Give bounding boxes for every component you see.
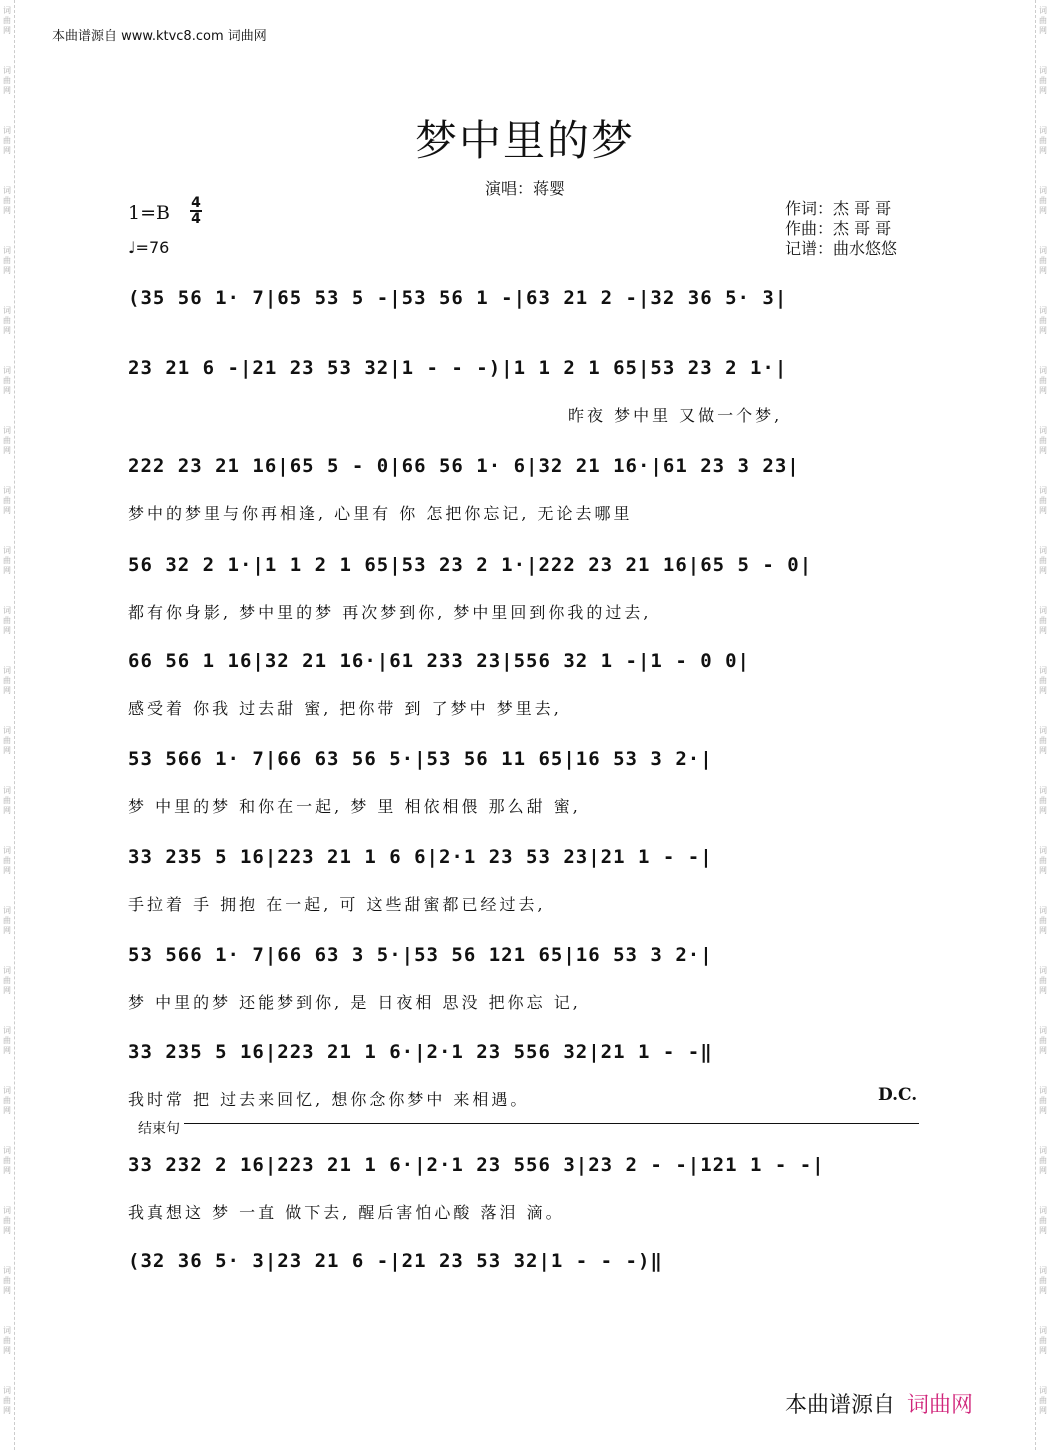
side-watermark: 词 曲 网 bbox=[3, 1206, 11, 1235]
notation-line: (35 56 1· 7|65 53 5 -|53 56 1 -|63 21 2 -|32 36 5· 3| bbox=[128, 287, 788, 309]
side-watermark: 词 曲 网 bbox=[1039, 1086, 1047, 1115]
footer-brand: 词曲网 bbox=[907, 1393, 974, 1418]
side-watermark: 词 曲 网 bbox=[3, 306, 11, 335]
notation-line: 23 21 6 -|21 23 53 32|1 - - -)|1 1 2 1 65|53 23 2 1·| bbox=[128, 357, 788, 379]
side-watermark: 词 曲 网 bbox=[1039, 1266, 1047, 1295]
side-watermark: 词 曲 网 bbox=[1039, 666, 1047, 695]
notation-line: 33 235 5 16|223 21 1 6 6|2·1 23 53 23|21 1 - -| bbox=[128, 846, 713, 868]
side-watermark: 词 曲 网 bbox=[3, 606, 11, 635]
side-watermark: 词 曲 网 bbox=[1039, 846, 1047, 875]
notation-line: 53 566 1· 7|66 63 56 5·|53 56 11 65|16 53 3 2·| bbox=[128, 748, 713, 770]
key-signature: 1=B bbox=[128, 202, 170, 224]
lyrics-line: 感受着 你我 过去甜 蜜, 把你带 到 了梦中 梦里去, bbox=[128, 699, 562, 718]
footer-prefix: 本曲谱源自 bbox=[785, 1393, 896, 1418]
side-watermark: 词 曲 网 bbox=[3, 186, 11, 215]
dc-marking: D.C. bbox=[878, 1085, 918, 1105]
side-watermark: 词 曲 网 bbox=[3, 426, 11, 455]
side-watermark: 词 曲 网 bbox=[3, 126, 11, 155]
lyrics-line: 昨夜 梦中里 又做一个梦, bbox=[568, 406, 783, 425]
lyricist-credit: 作词：杰 哥 哥 bbox=[785, 199, 892, 218]
side-watermark: 词 曲 网 bbox=[1039, 1386, 1047, 1415]
time-bottom: 4 bbox=[191, 211, 201, 227]
composer-credit: 作曲：杰 哥 哥 bbox=[785, 219, 892, 238]
lyrics-line: 梦 中里的梦 还能梦到你, 是 日夜相 思没 把你忘 记, bbox=[128, 993, 581, 1012]
song-title: 梦中里的梦 bbox=[414, 116, 635, 165]
side-watermark: 词 曲 网 bbox=[3, 786, 11, 815]
side-watermark: 词 曲 网 bbox=[1039, 1206, 1047, 1235]
side-watermark: 词 曲 网 bbox=[3, 1146, 11, 1175]
side-watermark: 词 曲 网 bbox=[1039, 1146, 1047, 1175]
side-watermark: 词 曲 网 bbox=[3, 846, 11, 875]
side-watermark: 词 曲 网 bbox=[1039, 966, 1047, 995]
notation-line: 222 23 21 16|65 5 - 0|66 56 1· 6|32 21 16·|61 23 3 23| bbox=[128, 455, 800, 477]
notation-line: 53 566 1· 7|66 63 3 5·|53 56 121 65|16 53 3 2·| bbox=[128, 944, 713, 966]
side-watermark: 词 曲 网 bbox=[3, 486, 11, 515]
singer-line: 演唱：蒋婴 bbox=[484, 179, 565, 198]
side-watermark: 词 曲 网 bbox=[3, 966, 11, 995]
side-watermark: 词 曲 网 bbox=[3, 546, 11, 575]
side-watermark: 词 曲 网 bbox=[1039, 726, 1047, 755]
side-watermark: 词 曲 网 bbox=[3, 666, 11, 695]
side-watermark: 词 曲 网 bbox=[3, 246, 11, 275]
ending-label-text: 结束句 bbox=[128, 1121, 184, 1137]
side-watermark: 词 曲 网 bbox=[3, 66, 11, 95]
side-watermark: 词 曲 网 bbox=[1039, 906, 1047, 935]
side-watermark: 词 曲 网 bbox=[1039, 306, 1047, 335]
side-watermark: 词 曲 网 bbox=[3, 906, 11, 935]
side-watermark: 词 曲 网 bbox=[3, 1086, 11, 1115]
side-watermark: 词 曲 网 bbox=[1039, 606, 1047, 635]
side-watermark: 词 曲 网 bbox=[1039, 1326, 1047, 1355]
side-watermark: 词 曲 网 bbox=[1039, 426, 1047, 455]
source-header: 本曲谱源自 www.ktvc8.com 词曲网 bbox=[52, 29, 267, 44]
notation-line: 56 32 2 1·|1 1 2 1 65|53 23 2 1·|222 23 21 16|65 5 - 0| bbox=[128, 554, 813, 576]
side-watermark: 词 曲 网 bbox=[1039, 186, 1047, 215]
lyrics-line: 梦 中里的梦 和你在一起, 梦 里 相依相偎 那么甜 蜜, bbox=[128, 797, 581, 816]
right-watermark-strip bbox=[1035, 0, 1050, 1450]
ending-label bbox=[128, 1118, 184, 1138]
side-watermark: 词 曲 网 bbox=[3, 726, 11, 755]
notation-line: (32 36 5· 3|23 21 6 -|21 23 53 32|1 - - -)‖ bbox=[128, 1250, 663, 1272]
side-watermark: 词 曲 网 bbox=[3, 6, 11, 35]
notation-line: 66 56 1 16|32 21 16·|61 233 23|556 32 1 -|1 - 0 0| bbox=[128, 650, 750, 672]
ending-bracket bbox=[128, 1123, 919, 1132]
side-watermark: 词 曲 网 bbox=[3, 1026, 11, 1055]
time-signature bbox=[190, 196, 202, 226]
lyrics-line: 手拉着 手 拥抱 在一起, 可 这些甜蜜都已经过去, bbox=[128, 895, 546, 914]
notation-line: 33 235 5 16|223 21 1 6·|2·1 23 556 32|21 1 - -‖ bbox=[128, 1041, 713, 1063]
credits bbox=[785, 199, 897, 259]
side-watermark: 词 曲 网 bbox=[1039, 366, 1047, 395]
tempo-marking: ♩=76 bbox=[128, 238, 170, 257]
side-watermark: 词 曲 网 bbox=[1039, 6, 1047, 35]
lyrics-line: 我时常 把 过去来回忆, 想你念你梦中 来相遇。 bbox=[128, 1090, 530, 1109]
side-watermark: 词 曲 网 bbox=[1039, 1026, 1047, 1055]
lyrics-line: 梦中的梦里与你再相逢, 心里有 你 怎把你忘记, 无论去哪里 bbox=[128, 504, 633, 523]
side-watermark: 词 曲 网 bbox=[1039, 246, 1047, 275]
source-footer bbox=[785, 1388, 973, 1419]
time-top: 4 bbox=[191, 195, 201, 211]
side-watermark: 词 曲 网 bbox=[1039, 126, 1047, 155]
lyrics-line: 我真想这 梦 一直 做下去, 醒后害怕心酸 落泪 滴。 bbox=[128, 1203, 565, 1222]
side-watermark: 词 曲 网 bbox=[1039, 66, 1047, 95]
side-watermark: 词 曲 网 bbox=[3, 366, 11, 395]
side-watermark: 词 曲 网 bbox=[1039, 486, 1047, 515]
side-watermark: 词 曲 网 bbox=[3, 1386, 11, 1415]
transcriber-credit: 记谱：曲水悠悠 bbox=[785, 239, 898, 258]
notation-line: 33 232 2 16|223 21 1 6·|2·1 23 556 3|23 2 - -|121 1 - -| bbox=[128, 1154, 825, 1176]
lyrics-line: 都有你身影, 梦中里的梦 再次梦到你, 梦中里回到你我的过去, bbox=[128, 603, 652, 622]
side-watermark: 词 曲 网 bbox=[1039, 546, 1047, 575]
left-watermark-strip bbox=[0, 0, 15, 1450]
side-watermark: 词 曲 网 bbox=[1039, 786, 1047, 815]
side-watermark: 词 曲 网 bbox=[3, 1326, 11, 1355]
side-watermark: 词 曲 网 bbox=[3, 1266, 11, 1295]
